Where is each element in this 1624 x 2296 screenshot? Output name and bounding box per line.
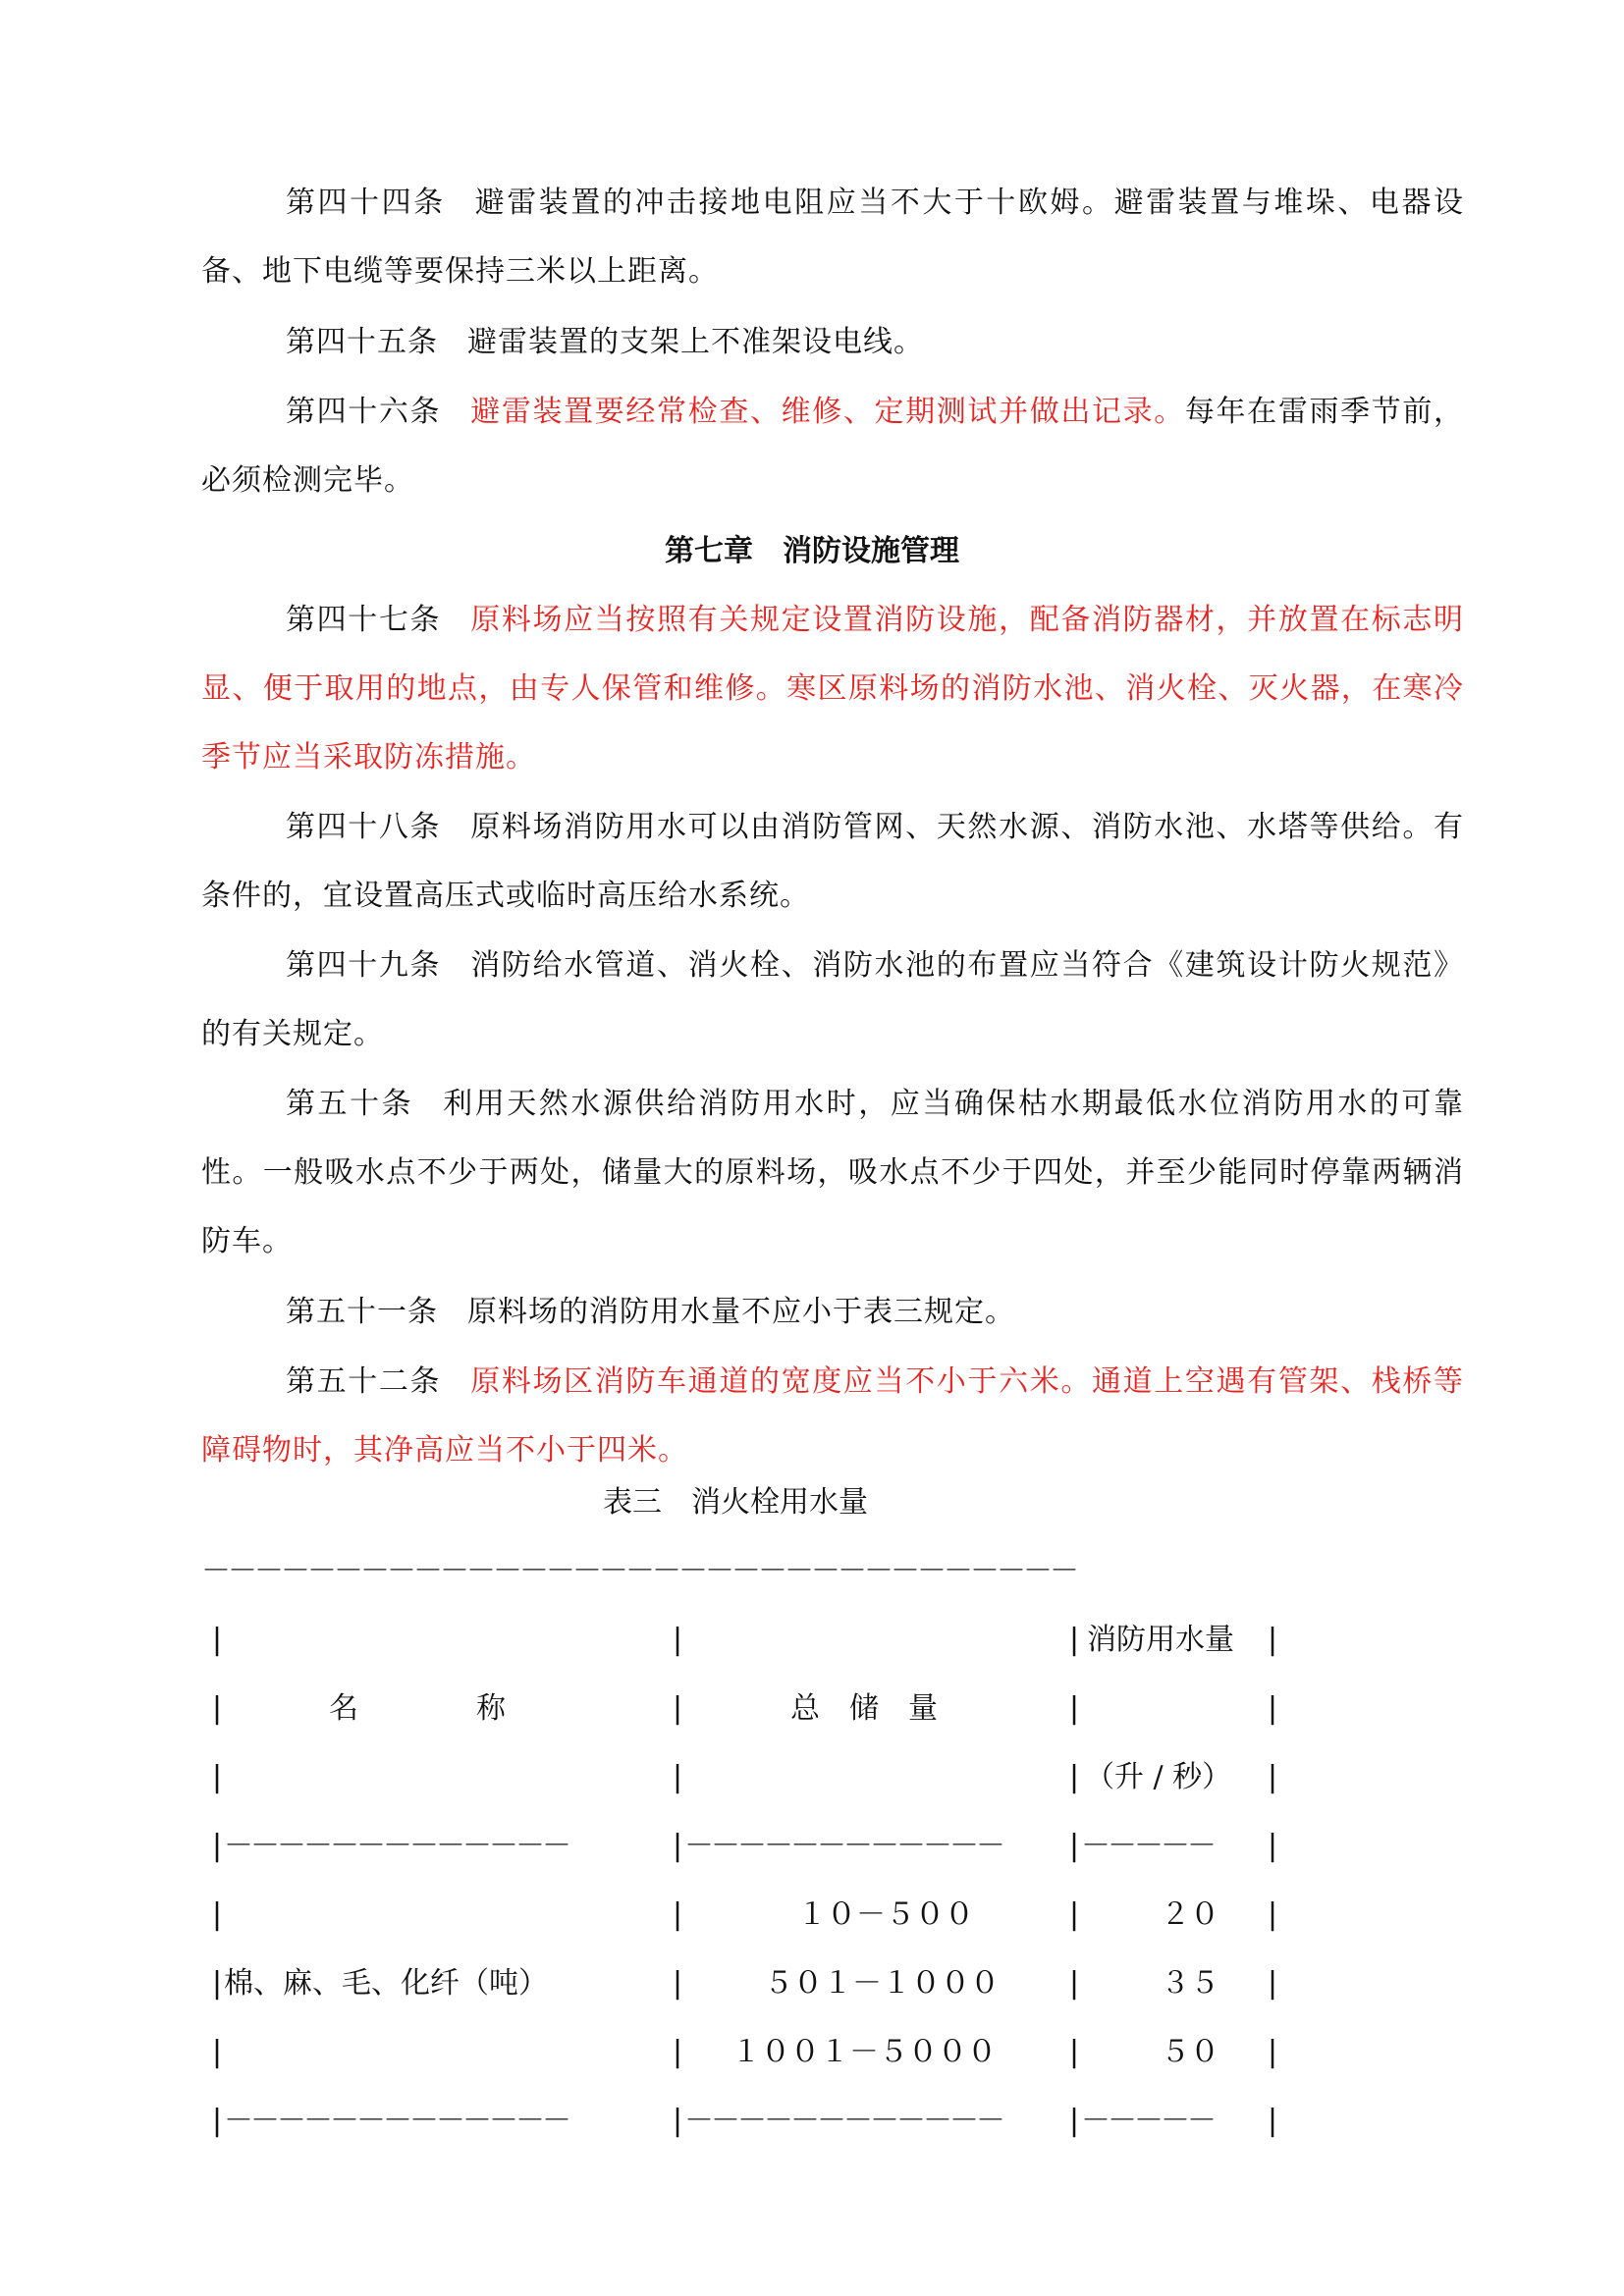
table-border: | — [1065, 2035, 1084, 2069]
table-border: | — [669, 1760, 687, 1794]
row-name: 棉、麻、毛、化纤（吨） — [224, 1966, 548, 2001]
table-separator: －－－－－ — [1081, 2104, 1214, 2138]
table-separator: －－－－－－－－－－－－ — [684, 1829, 1002, 1863]
article-text: 原料场的消防用水量不应小于表三规定。 — [467, 1295, 1015, 1329]
table-border: | — [1264, 1966, 1282, 2001]
table-border: | — [1264, 2104, 1282, 2138]
table-border: | — [208, 1691, 227, 1726]
table-separator: －－－－－ — [1081, 1829, 1214, 1863]
table-border: | — [669, 1623, 687, 1657]
table-border: | — [1264, 1897, 1282, 1932]
article-51 — [201, 1278, 1464, 1347]
article-text: 避雷装置的冲击接地电阻应当不大于十欧姆。避雷装置与堆垛、电器设备、地下电缆等要保持三米以上距离。 — [201, 186, 1465, 289]
article-48 — [201, 793, 1464, 931]
storage-value: １０－５００ — [797, 1897, 974, 1932]
table-separator: －－－－－－－－－－－－ — [684, 2104, 1002, 2138]
storage-value: １００１－５０００ — [731, 2035, 997, 2069]
article-number: 第四十九条 — [286, 948, 442, 983]
article-number: 第四十八条 — [286, 810, 442, 844]
article-text: 原料场消防用水可以由消防管网、天然水源、消防水池、水塔等供给。有条件的，宜设置高压式或临时高压给水系统。 — [201, 810, 1465, 913]
table-border: | — [208, 2104, 227, 2138]
article-number: 第四十四条 — [286, 186, 446, 220]
article-47 — [201, 586, 1464, 792]
table-border: | — [1065, 1966, 1084, 2001]
table-border: | — [1264, 1623, 1282, 1657]
article-50 — [201, 1070, 1464, 1276]
article-49 — [201, 932, 1464, 1069]
chapter-title: 第七章 消防设施管理 — [665, 534, 959, 568]
table-border: | — [208, 1966, 227, 2001]
table-border: | — [669, 1691, 687, 1726]
article-52 — [201, 1348, 1464, 1485]
article-text: 利用天然水源供给消防用水时，应当确保枯水期最低水位消防用水的可靠性。一般吸水点不少于两处，储量大的原料场，吸水点不少于四处，并至少能同时停靠两辆消防车。 — [201, 1087, 1464, 1258]
table-border: | — [669, 2035, 687, 2069]
table-border: | — [1065, 1623, 1084, 1657]
article-number: 第四十五条 — [286, 325, 438, 359]
article-number: 第四十七条 — [286, 603, 442, 637]
table-separator: －－－－－－－－－－－－－ — [224, 1829, 568, 1863]
table-border: | — [1065, 1760, 1084, 1794]
table-border: | — [1065, 1691, 1084, 1726]
header-name: 名 称 — [329, 1691, 506, 1726]
table-border: | — [669, 1897, 687, 1932]
flow-value: ２０ — [1161, 1897, 1219, 1932]
article-44 — [201, 169, 1464, 306]
article-number: 第五十一条 — [286, 1295, 438, 1329]
table-border: | — [1264, 1691, 1282, 1726]
table-border: | — [1264, 2035, 1282, 2069]
article-number: 第五十条 — [286, 1087, 414, 1121]
table-border: | — [208, 1623, 227, 1657]
table-border: | — [208, 1760, 227, 1794]
table-border: | — [1065, 2104, 1084, 2138]
article-45 — [201, 308, 1464, 377]
table-border: | — [1065, 1829, 1084, 1863]
header-flow-line1: 消防用水量 — [1087, 1623, 1234, 1657]
table-separator: －－－－－－－－－－－－－ — [224, 2104, 568, 2138]
header-storage: 总 储 量 — [790, 1691, 938, 1726]
article-text-highlight: 原料场区消防车通道的宽度应当不小于六米。通道上空遇有管架、栈桥等障碍物时，其净高应当不小于四米。 — [201, 1364, 1465, 1468]
article-number: 第五十二条 — [286, 1364, 442, 1399]
article-text: 每年在雷雨季节前，必须检测完毕。 — [201, 395, 1465, 498]
storage-value: ５０１－１０００ — [764, 1966, 1000, 2001]
flow-value: ３５ — [1161, 1966, 1219, 2001]
table-border: | — [208, 2035, 227, 2069]
article-46 — [201, 378, 1464, 515]
article-text-highlight: 避雷装置要经常检查、维修、定期测试并做出记录。 — [470, 395, 1185, 429]
article-text: 避雷装置的支架上不准架设电线。 — [467, 325, 924, 359]
flow-value: ５０ — [1161, 2035, 1219, 2069]
table-border: | — [208, 1897, 227, 1932]
table-border: | — [1065, 1897, 1084, 1932]
table-border: | — [208, 1829, 227, 1863]
table-border: | — [1264, 1829, 1282, 1863]
table-border: | — [669, 1829, 687, 1863]
article-text-highlight: 原料场应当按照有关规定设置消防设施，配备消防器材，并放置在标志明显、便于取用的地点，由专人保管和维修。寒区原料场的消防水池、消火栓、灭火器，在寒冷季节应当采取防冻措施。 — [201, 603, 1465, 774]
header-flow-unit: （升 / 秒） — [1085, 1760, 1232, 1794]
table-border: | — [669, 2104, 687, 2138]
article-number: 第四十六条 — [286, 395, 442, 429]
table-caption: 表三 消火栓用水量 — [603, 1485, 868, 1520]
table-top-rule: －－－－－－－－－－－－－－－－－－－－－－－－－－－－－－－－－ — [201, 1554, 1076, 1588]
article-text: 消防给水管道、消火栓、消防水池的布置应当符合《建筑设计防火规范》的有关规定。 — [201, 948, 1465, 1051]
table-border: | — [669, 1966, 687, 2001]
table-border: | — [1264, 1760, 1282, 1794]
